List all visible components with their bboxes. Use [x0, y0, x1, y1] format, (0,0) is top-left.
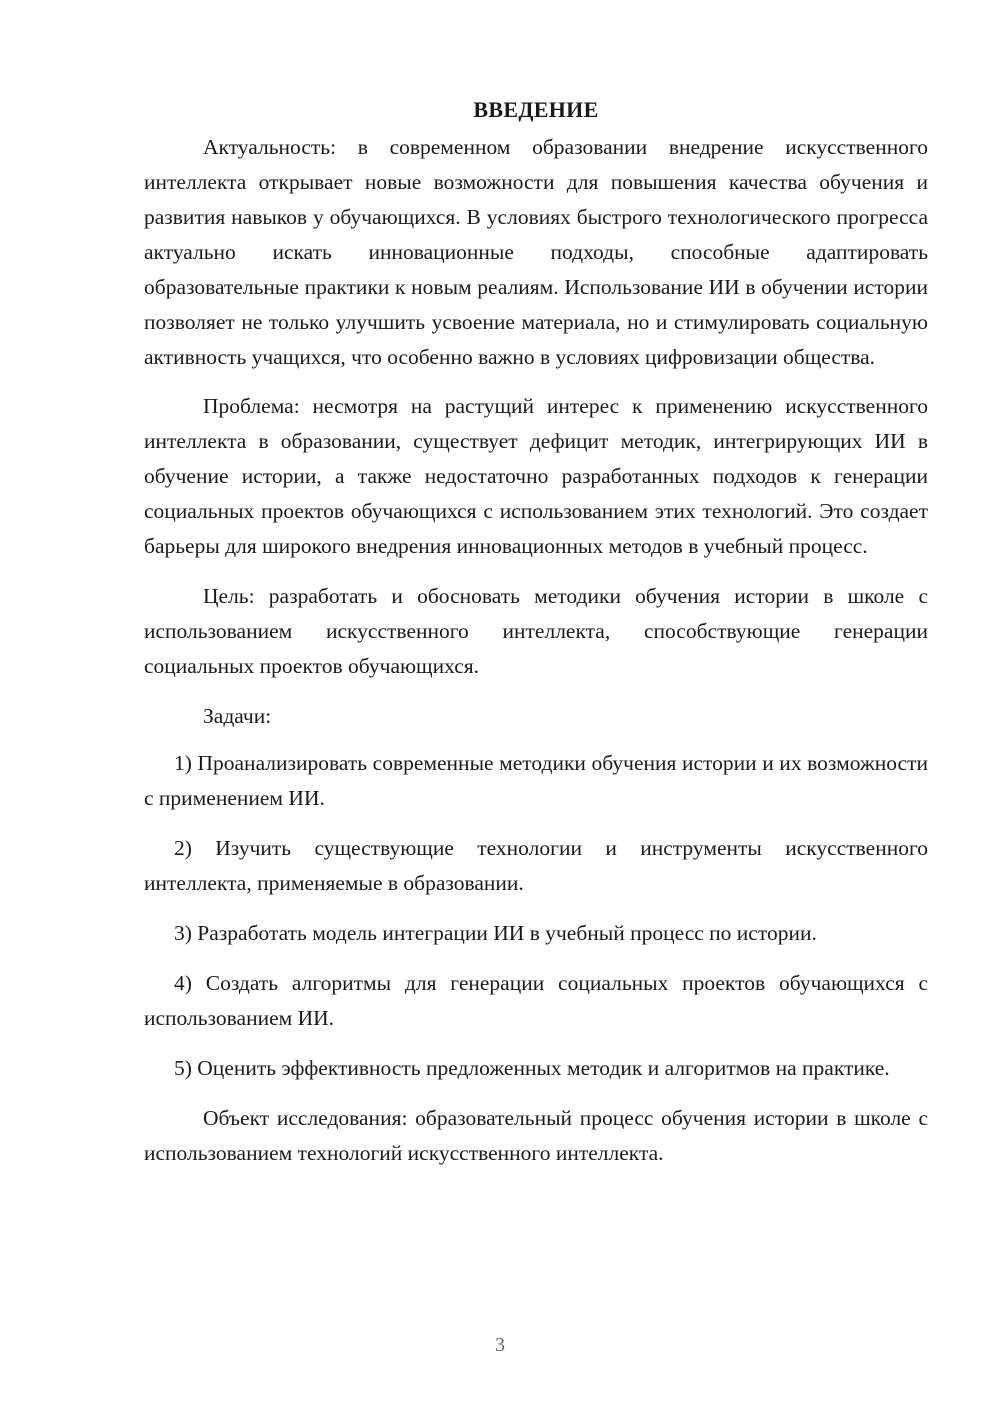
document-page	[144, 92, 928, 1186]
section-title: ВВЕДЕНИЕ	[473, 97, 599, 122]
task-item-2: 2) Изучить существующие технологии и инструменты искусственного интеллекта, применяемые в образовании.	[144, 836, 928, 895]
paragraph-problem: Проблема: несмотря на растущий интерес к применению искусственного интеллекта в образовании, существует дефицит методик, интегрирующих ИИ в обучение истории, а также недостаточно разработанных подходов к генерации социальных проектов обучающихся с использованием этих технологий. Это создает барьеры для широкого внедрения инновационных методов в учебный процесс.	[144, 394, 928, 558]
paragraph-object: Объект исследования: образовательный процесс обучения истории в школе с использованием технологий искусственного интеллекта.	[144, 1106, 928, 1165]
page-number: 3	[495, 1334, 505, 1356]
tasks-heading: Задачи:	[203, 704, 272, 728]
paragraph-goal: Цель: разработать и обосновать методики обучения истории в школе с использованием искусственного интеллекта, способствующие генерации социальных проектов обучающихся.	[144, 584, 928, 678]
task-item-3: 3) Разработать модель интеграции ИИ в учебный процесс по истории.	[174, 921, 817, 945]
task-item-4: 4) Создать алгоритмы для генерации социальных проектов обучающихся с использованием ИИ.	[144, 971, 928, 1030]
task-item-1: 1) Проанализировать современные методики обучения истории и их возможности с применением ИИ.	[144, 751, 928, 810]
paragraph-relevance: Актуальность: в современном образовании внедрение искусственного интеллекта открывает новые возможности для повышения качества обучения и развития навыков у обучающихся. В условиях быстрого технологического прогресса актуально искать инновационные подходы, способные адаптировать образовательные практики к новым реалиям. Использование ИИ в обучении истории позволяет не только улучшить усвоение материала, но и стимулировать социальную активность учащихся, что особенно важно в условиях цифровизации общества.	[144, 135, 928, 369]
task-item-5: 5) Оценить эффективность предложенных методик и алгоритмов на практике.	[174, 1056, 890, 1080]
